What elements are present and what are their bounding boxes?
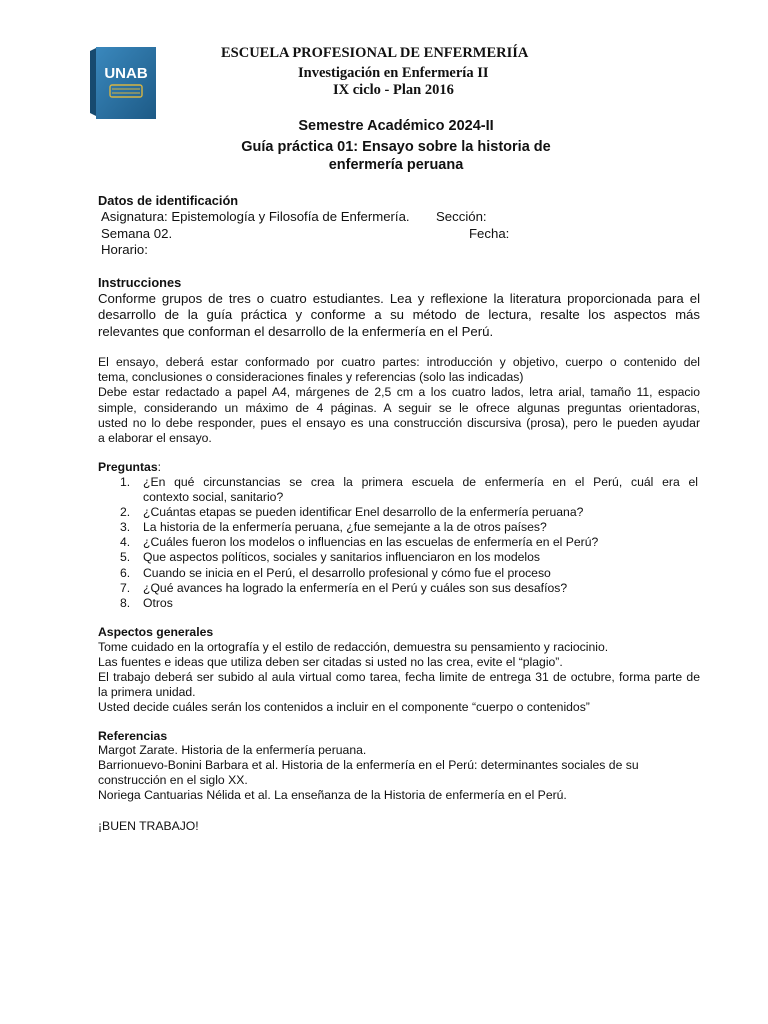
general-line: Tome cuidado en la ortografía y el estilo de redacción, demuestra su pensamiento y raciocinio. [98,640,609,654]
instructions-p2-line: tema, conclusiones o consideraciones finales y referencias (solo las indicadas) [98,370,524,385]
general-heading: Aspectos generales [98,625,214,639]
reference-line: Margot Zarate. Historia de la enfermería peruana. [98,743,367,757]
cycle-plan: IX ciclo - Plan 2016 [333,82,454,98]
guide-title-line1: Guía práctica 01: Ensayo sobre la historia de [241,139,551,155]
instructions-p2-line: El ensayo, deberá estar conformado por cuatro partes: introducción y objetivo, cuerpo o contenido del [98,355,700,369]
identification-heading: Datos de identificación [98,193,239,208]
week-field: Semana 02. [101,226,173,241]
questions-list [98,475,698,611]
semester-title: Semestre Académico 2024-II [298,118,494,134]
instructions-p2-line: usted no lo debe responder, pues el ensayo es una construcción discursiva (prosa), pero le pueden ayudar [98,415,700,430]
general-line: Usted decide cuáles serán los contenidos a incluir en el componente “cuerpo o contenidos” [98,700,590,715]
question-number: 4. [120,535,131,550]
questions-heading-label: Preguntas [98,460,158,474]
question-text: Cuando se inicia en el Perú, el desarrollo profesional y cómo fue el proceso [143,565,551,580]
question-number: 7. [120,580,131,595]
question-text: ¿Qué avances ha logrado la enfermería en el Perú y cuáles son sus desafíos? [143,580,568,595]
question-number: 2. [120,505,131,520]
question-text: Que aspectos políticos, sociales y sanitarios influenciaron en los modelos [143,550,540,565]
subject-field: Asignatura: Epistemología y Filosofía de Enfermería. [101,209,410,224]
section-field: Sección: [436,209,487,224]
instructions-paragraph-2 [98,355,700,446]
question-item [98,475,698,505]
course-name: Investigación en Enfermería II [298,65,489,81]
question-item [98,596,698,611]
question-item [98,550,698,565]
logo-text: UNAB [104,65,148,82]
question-item [98,505,698,520]
question-text: Otros [143,595,173,610]
general-line: El trabajo deberá ser subido al aula virtual como tarea, fecha limite de entrega 31 de octubre, forma parte de [98,670,700,685]
references-body [98,743,639,803]
question-number: 1. [120,475,131,489]
instructions-p2-line: a elaborar el ensayo. [98,431,212,446]
question-number: 6. [120,565,131,580]
question-number: 3. [120,520,131,535]
instructions-p1-line: desarrollo de la guía práctica y conforme a su método de lectura, resalte los aspectos más [98,307,700,323]
questions-heading [98,460,161,474]
reference-line: construcción en el siglo XX. [98,773,248,788]
instructions-heading: Instrucciones [98,275,182,290]
closing-text: ¡BUEN TRABAJO! [98,819,199,833]
school-name: ESCUELA PROFESIONAL DE ENFERMERIÍA [221,45,529,61]
question-item [98,535,698,550]
general-line: la primera unidad. [98,685,196,700]
question-item [98,581,698,596]
question-number: 8. [120,595,131,610]
question-text: contexto social, sanitario? [143,490,284,505]
question-number: 5. [120,550,131,565]
question-item [98,520,698,535]
questions-heading-colon: : [157,460,161,474]
guide-title-line2: enfermería peruana [328,157,464,173]
reference-line: Barrionuevo-Bonini Barbara et al. Historia de la enfermería en el Perú: determinantes sociales de su [98,758,639,773]
question-text: ¿En qué circunstancias se crea la primera escuela de enfermería en el Perú, cuál era el [143,475,698,489]
question-item [98,566,698,581]
instructions-paragraph-1 [98,291,700,340]
reference-line: Noriega Cantuarias Nélida et al. La enseñanza de la Historia de enfermería en el Perú. [98,788,567,803]
question-text: ¿Cuántas etapas se pueden identificar Enel desarrollo de la enfermería peruana? [143,505,584,520]
date-field: Fecha: [469,226,510,241]
question-text: La historia de la enfermería peruana, ¿fue semejante a la de otros países? [143,520,547,535]
schedule-field: Horario: [101,242,148,257]
instructions-p2-line: Debe estar redactado a papel A4, márgenes de 2,5 cm a los cuatro lados, letra arial, tamaño 11, espacio [98,385,700,400]
references-heading: Referencias [98,729,168,743]
unab-logo [90,45,158,121]
general-line: Las fuentes e ideas que utiliza deben ser citadas si usted no las crea, evite el “plagio”. [98,655,563,670]
general-body [98,640,700,715]
instructions-p1-line: relevantes que conforman el desarrollo de la enfermería en el Perú. [98,323,494,339]
instructions-p2-line: simple, considerando un máximo de 4 páginas. A seguir se le ofrece algunas preguntas orientadoras, [98,400,700,415]
question-text: ¿Cuáles fueron los modelos o influencias en las escuelas de enfermería en el Perú? [143,535,599,550]
instructions-p1-line: Conforme grupos de tres o cuatro estudiantes. Lea y reflexione la literatura proporcionada para el [98,291,700,306]
